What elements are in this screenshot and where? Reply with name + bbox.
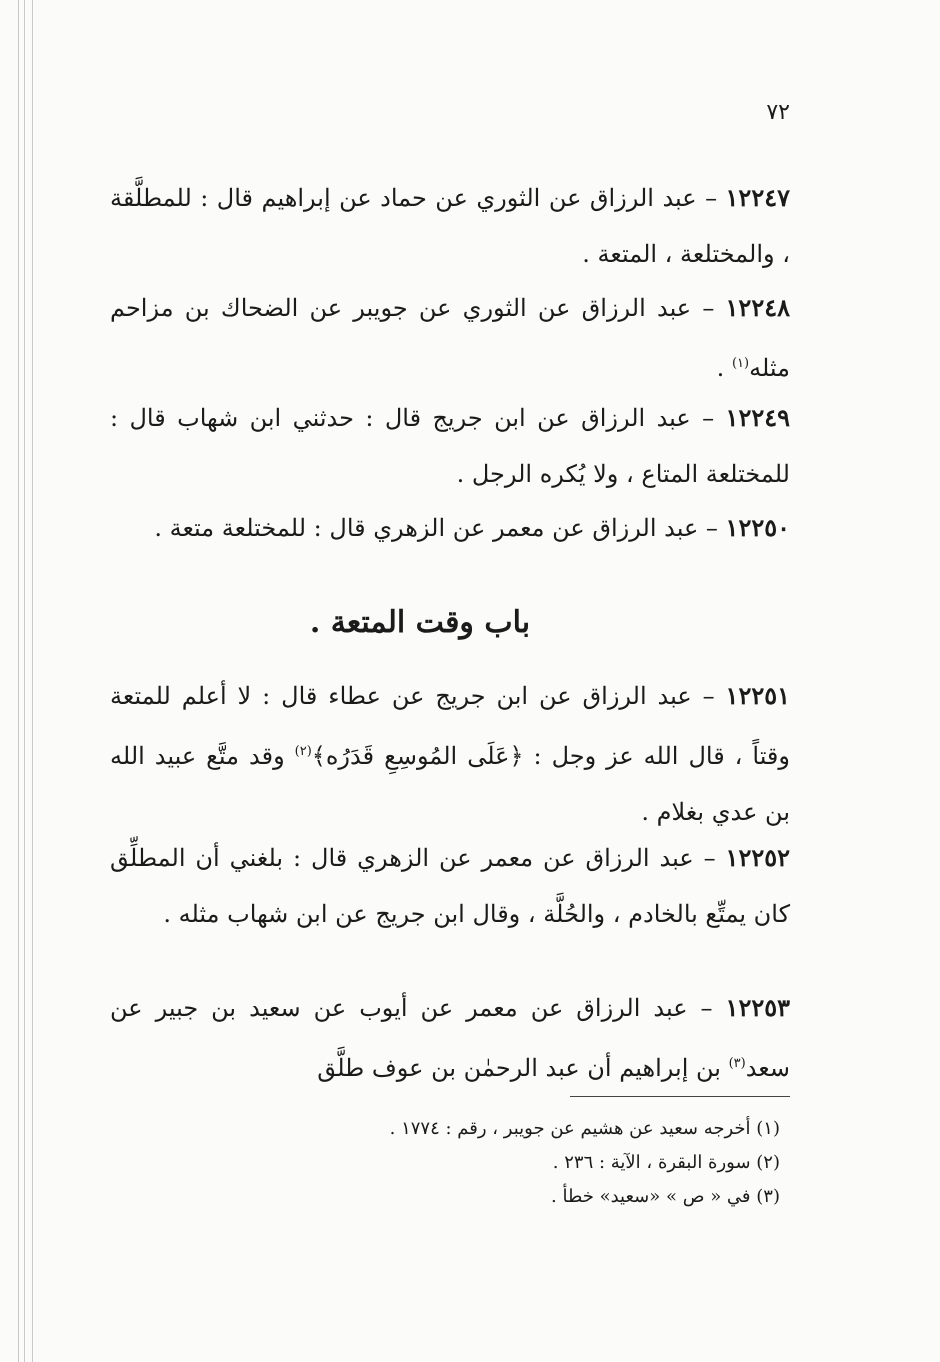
hadith-text: – عبد الرزاق عن معمر عن أيوب عن سعيد بن جبير عن سعد: [110, 994, 790, 1082]
hadith-number: ١٢٢٥١: [725, 681, 790, 710]
page-number: ٧٢: [766, 100, 790, 125]
hadith-text: – عبد الرزاق عن ابن جريج قال : حدثني ابن شهاب قال : للمختلعة المتاع ، ولا يُكره الرجل .: [110, 404, 790, 488]
footnote-marker: (١): [731, 356, 750, 371]
binding-edge-line: [18, 0, 19, 1362]
footnote-marker: (٢): [294, 744, 312, 759]
hadith-text: – عبد الرزاق عن معمر عن الزهري قال : بلغني أن المطلِّق كان يمتِّع بالخادم ، والحُلَّة ، وقال ابن جريج عن ابن شهاب مثله .: [110, 844, 790, 928]
binding-edge-line: [24, 0, 25, 1362]
footnote-marker: (٣): [728, 1056, 746, 1071]
hadith-12253: [110, 980, 790, 1096]
hadith-text: – عبد الرزاق عن الثوري عن حماد عن إبراهيم قال : للمطلَّقة ، والمختلعة ، المتعة .: [110, 184, 790, 268]
hadith-text-tail: وقد متَّع عبيد الله بن عدي بغلام .: [110, 742, 790, 826]
hadith-12248: [110, 280, 790, 396]
hadith-12249: [110, 390, 790, 502]
hadith-12247: [110, 170, 790, 282]
hadith-text: – عبد الرزاق عن الثوري عن جويبر عن الضحاك بن مزاحم مثله: [110, 294, 790, 382]
hadith-12252: [110, 830, 790, 942]
hadith-number: ١٢٢٥٣: [725, 993, 790, 1022]
hadith-number: ١٢٢٥٢: [725, 843, 790, 872]
hadith-number: ١٢٢٤٧: [725, 183, 790, 212]
chapter-title: باب وقت المتعة .: [309, 605, 531, 640]
hadith-text-tail: .: [716, 354, 732, 382]
hadith-number: ١٢٢٥٠: [725, 513, 790, 542]
hadith-text-tail: بن إبراهيم أن عبد الرحمٰن بن عوف طلَّق: [317, 1054, 729, 1082]
hadith-12251: [110, 668, 790, 840]
footnote-separator: [570, 1096, 790, 1097]
hadith-number: ١٢٢٤٨: [725, 293, 790, 322]
binding-edge-line: [32, 0, 33, 1362]
hadith-text: – عبد الرزاق عن ابن جريج عن عطاء قال : لا أعلم للمتعة وقتاً ، قال الله عز وجل : ﴿عَلَى المُوسِعِ قَدَرُه﴾: [110, 682, 790, 770]
footnotes: [280, 1112, 780, 1214]
footnote-1: (١) أخرجه سعيد عن هشيم عن جويبر ، رقم : ١٧٧٤ .: [389, 1118, 780, 1139]
hadith-number: ١٢٢٤٩: [725, 403, 790, 432]
hadith-text: – عبد الرزاق عن معمر عن الزهري قال : للمختلعة متعة .: [154, 514, 718, 542]
footnote-3: (٣) في « ص » «سعيد» خطأ .: [551, 1186, 780, 1207]
hadith-12250: [110, 500, 790, 556]
footnote-2: (٢) سورة البقرة ، الآية : ٢٣٦ .: [552, 1152, 780, 1173]
